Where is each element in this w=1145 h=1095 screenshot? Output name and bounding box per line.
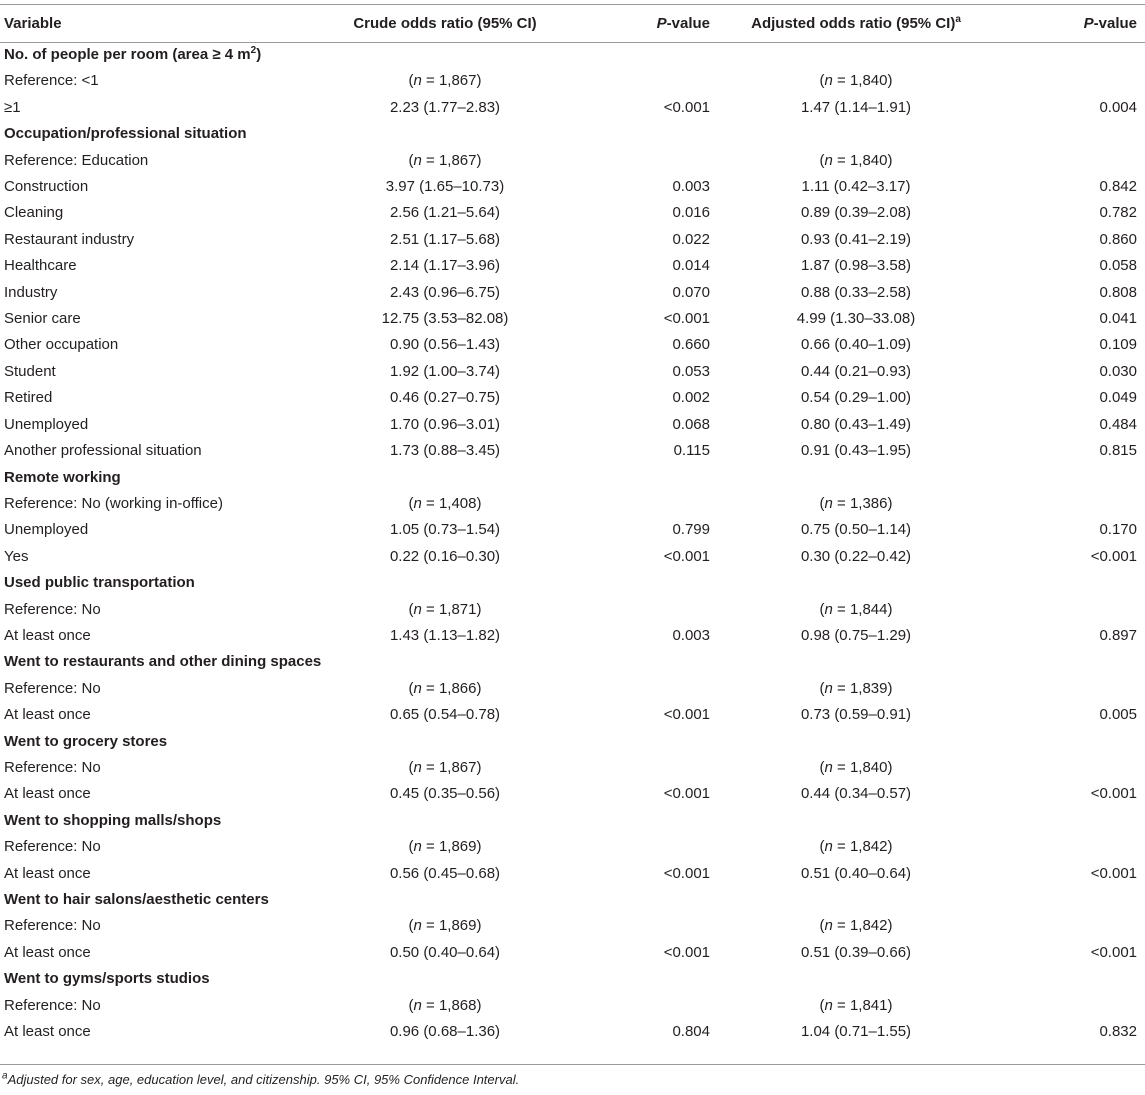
row-label: Reference: No xyxy=(4,758,101,776)
adjusted-p-value: 0.782 xyxy=(1099,204,1137,222)
row-label: Reference: Education xyxy=(4,151,149,169)
row-label: Unemployed xyxy=(4,415,89,433)
crude-odds-ratio: 12.75 (3.53–82.08) xyxy=(381,310,509,328)
table-row xyxy=(0,755,1145,781)
n-letter: n xyxy=(413,494,422,512)
crude-p-value: <0.001 xyxy=(663,98,710,116)
table-row xyxy=(0,861,1145,887)
table-row xyxy=(0,676,1145,702)
row-label: Retired xyxy=(4,389,53,407)
empty-cell xyxy=(320,729,570,755)
empty-cell xyxy=(320,42,570,68)
crude-p-value: <0.001 xyxy=(663,785,710,803)
adjusted-p-value xyxy=(996,834,1145,860)
adjusted-p-value xyxy=(996,68,1145,94)
crude-p-value xyxy=(570,755,716,781)
table-row xyxy=(0,306,1145,332)
empty-cell xyxy=(716,966,996,992)
crude-p-value: 0.799 xyxy=(672,521,710,539)
table-row xyxy=(0,702,1145,728)
row-label: Healthcare xyxy=(4,257,77,275)
section-row xyxy=(0,808,1145,834)
section-row xyxy=(0,649,1145,675)
row-label: Reference: No xyxy=(4,838,101,856)
table-row xyxy=(0,517,1145,543)
crude-p-value: 0.070 xyxy=(672,283,710,301)
odds-ratio-table xyxy=(0,5,1145,1045)
crude-p-value: <0.001 xyxy=(663,943,710,961)
bottom-rule xyxy=(0,1064,1145,1065)
footnote-mark: a xyxy=(2,1070,8,1082)
crude-p-value xyxy=(570,913,716,939)
table-row xyxy=(0,1019,1145,1045)
header-row xyxy=(0,5,1145,42)
crude-odds-ratio: 2.56 (1.21–5.64) xyxy=(389,204,501,222)
adjusted-p-value xyxy=(996,597,1145,623)
footnote-text: Adjusted for sex, age, education level, and citizenship. 95% CI, 95% Confidence Interval. xyxy=(7,1072,520,1087)
adjusted-odds-ratio: 4.99 (1.30–33.08) xyxy=(796,310,916,328)
adjusted-p-value xyxy=(996,755,1145,781)
table-row xyxy=(0,913,1145,939)
n-letter: n xyxy=(824,600,833,618)
adjusted-p-value: <0.001 xyxy=(1090,547,1137,565)
crude-odds-ratio: (n = 1,866) xyxy=(408,679,482,697)
adjusted-p-value: 0.030 xyxy=(1099,362,1137,380)
adjusted-odds-ratio: 0.98 (0.75–1.29) xyxy=(800,626,912,644)
row-label: Reference: No xyxy=(4,600,101,618)
table-row xyxy=(0,438,1145,464)
n-letter: n xyxy=(824,72,833,90)
crude-odds-ratio: 2.51 (1.17–5.68) xyxy=(389,230,501,248)
row-label: Student xyxy=(4,362,56,380)
section-title-text: Remote working xyxy=(4,468,121,486)
empty-cell xyxy=(320,570,570,596)
crude-odds-ratio: (n = 1,871) xyxy=(408,600,482,618)
adjusted-odds-ratio: 1.11 (0.42–3.17) xyxy=(801,178,911,196)
empty-cell xyxy=(570,649,716,675)
adjusted-odds-ratio: 0.73 (0.59–0.91) xyxy=(800,706,912,724)
empty-cell xyxy=(716,570,996,596)
table-row xyxy=(0,68,1145,94)
adjusted-odds-ratio: 0.91 (0.43–1.95) xyxy=(800,442,912,460)
table-row xyxy=(0,174,1145,200)
table-row xyxy=(0,597,1145,623)
n-letter: n xyxy=(824,494,833,512)
adjusted-odds-ratio: 0.54 (0.29–1.00) xyxy=(800,389,912,407)
section-title-text: No. of people per room (area ≥ 4 m xyxy=(4,46,251,63)
section-row xyxy=(0,729,1145,755)
section-title-text: Went to gyms/sports studios xyxy=(4,970,210,988)
empty-cell xyxy=(996,465,1145,491)
adjusted-odds-ratio: 1.87 (0.98–3.58) xyxy=(800,257,912,275)
table-row xyxy=(0,544,1145,570)
adjusted-p-value: <0.001 xyxy=(1090,943,1137,961)
empty-cell xyxy=(320,887,570,913)
row-label: Senior care xyxy=(4,310,81,328)
row-label: Reference: <1 xyxy=(4,72,99,90)
table-row xyxy=(0,623,1145,649)
crude-odds-ratio: 1.05 (0.73–1.54) xyxy=(389,521,501,539)
crude-odds-ratio: 0.65 (0.54–0.78) xyxy=(389,706,501,724)
adjusted-odds-ratio: (n = 1,844) xyxy=(819,600,893,618)
crude-odds-ratio: 0.50 (0.40–0.64) xyxy=(389,943,501,961)
crude-p-value xyxy=(570,148,716,174)
empty-cell xyxy=(320,649,570,675)
section-title xyxy=(0,649,320,675)
adjusted-odds-ratio: 0.66 (0.40–1.09) xyxy=(800,336,912,354)
empty-cell xyxy=(570,121,716,147)
empty-cell xyxy=(320,465,570,491)
empty-cell xyxy=(320,808,570,834)
n-letter: n xyxy=(824,838,833,856)
adjusted-odds-ratio: (n = 1,840) xyxy=(819,151,893,169)
row-label: Other occupation xyxy=(4,336,119,354)
section-title-text: Went to hair salons/aesthetic centers xyxy=(4,891,269,908)
n-letter: n xyxy=(824,917,833,935)
adjusted-label: Adjusted odds ratio (95% CI) xyxy=(751,15,956,32)
row-label: At least once xyxy=(4,706,91,724)
section-title-text: Went to grocery stores xyxy=(4,732,168,750)
crude-odds-ratio: 1.73 (0.88–3.45) xyxy=(389,442,501,460)
adjusted-odds-ratio: 0.88 (0.33–2.58) xyxy=(800,283,912,301)
crude-odds-ratio: (n = 1,408) xyxy=(408,494,482,512)
section-row xyxy=(0,570,1145,596)
row-label: Unemployed xyxy=(4,521,89,539)
crude-p-value: <0.001 xyxy=(663,547,710,565)
table-row xyxy=(0,993,1145,1019)
n-letter: n xyxy=(824,996,833,1014)
table-footnote xyxy=(2,1072,519,1087)
empty-cell xyxy=(716,729,996,755)
section-title xyxy=(0,570,320,596)
crude-p-value: 0.804 xyxy=(672,1023,710,1041)
adjusted-odds-ratio: (n = 1,842) xyxy=(819,917,893,935)
empty-cell xyxy=(996,121,1145,147)
adjusted-odds-ratio: 0.30 (0.22–0.42) xyxy=(800,547,912,565)
n-letter: n xyxy=(413,838,422,856)
crude-odds-ratio: 1.70 (0.96–3.01) xyxy=(389,415,501,433)
adjusted-p-value: <0.001 xyxy=(1090,785,1137,803)
empty-cell xyxy=(320,966,570,992)
table-row xyxy=(0,385,1145,411)
section-title xyxy=(0,121,320,147)
empty-cell xyxy=(570,42,716,68)
empty-cell xyxy=(716,649,996,675)
adjusted-p-value: <0.001 xyxy=(1090,864,1137,882)
table-row xyxy=(0,834,1145,860)
row-label: ≥1 xyxy=(4,98,21,116)
table-row xyxy=(0,200,1145,226)
crude-p-value xyxy=(570,676,716,702)
adjusted-odds-ratio: 0.93 (0.41–2.19) xyxy=(800,230,912,248)
p-letter: P xyxy=(656,15,667,32)
adjusted-p-value: 0.860 xyxy=(1099,230,1137,248)
adjusted-odds-ratio: (n = 1,840) xyxy=(819,72,893,90)
table-row xyxy=(0,359,1145,385)
crude-odds-ratio: 0.46 (0.27–0.75) xyxy=(389,389,501,407)
crude-p-value: 0.068 xyxy=(672,415,710,433)
table-row xyxy=(0,412,1145,438)
adjusted-odds-ratio: 0.80 (0.43–1.49) xyxy=(800,415,912,433)
crude-odds-ratio: 3.97 (1.65–10.73) xyxy=(385,178,505,196)
n-letter: n xyxy=(413,996,422,1014)
crude-odds-ratio: 0.56 (0.45–0.68) xyxy=(389,864,501,882)
adjusted-p-value xyxy=(996,913,1145,939)
crude-p-value: 0.053 xyxy=(672,362,710,380)
n-letter: n xyxy=(413,679,422,697)
adjusted-p-value: 0.058 xyxy=(1099,257,1137,275)
n-letter: n xyxy=(413,600,422,618)
empty-cell xyxy=(996,966,1145,992)
crude-p-value xyxy=(570,68,716,94)
empty-cell xyxy=(570,966,716,992)
empty-cell xyxy=(716,887,996,913)
adjusted-p-value xyxy=(996,993,1145,1019)
empty-cell xyxy=(996,42,1145,68)
crude-p-value: 0.003 xyxy=(672,178,710,196)
table-row xyxy=(0,280,1145,306)
row-label: Yes xyxy=(4,547,29,565)
adjusted-odds-ratio: 0.51 (0.40–0.64) xyxy=(800,864,912,882)
row-label: At least once xyxy=(4,864,91,882)
header-crude: Crude odds ratio (95% CI) xyxy=(353,15,537,32)
adjusted-p-value: 0.832 xyxy=(1099,1023,1137,1041)
empty-cell xyxy=(996,649,1145,675)
crude-odds-ratio: 1.92 (1.00–3.74) xyxy=(389,362,501,380)
adjusted-p-value: 0.109 xyxy=(1099,336,1137,354)
p-suffix: -value xyxy=(1093,15,1137,32)
table-row xyxy=(0,332,1145,358)
table-row xyxy=(0,253,1145,279)
row-label: Reference: No xyxy=(4,679,101,697)
adjusted-p-value: 0.815 xyxy=(1099,442,1137,460)
section-title-sup: 2 xyxy=(250,45,257,56)
adjusted-odds-ratio: 0.75 (0.50–1.14) xyxy=(800,521,912,539)
crude-p-value xyxy=(570,993,716,1019)
crude-p-value xyxy=(570,834,716,860)
adjusted-odds-ratio: (n = 1,839) xyxy=(819,679,893,697)
empty-cell xyxy=(996,570,1145,596)
section-title xyxy=(0,966,320,992)
adjusted-odds-ratio: 1.04 (0.71–1.55) xyxy=(800,1023,912,1041)
row-label: Reference: No (working in-office) xyxy=(4,494,223,512)
adjusted-p-value: 0.842 xyxy=(1099,178,1137,196)
empty-cell xyxy=(570,887,716,913)
section-row xyxy=(0,465,1145,491)
crude-p-value xyxy=(570,597,716,623)
n-letter: n xyxy=(413,151,422,169)
empty-cell xyxy=(996,729,1145,755)
adjusted-odds-ratio: 0.51 (0.39–0.66) xyxy=(800,943,912,961)
n-letter: n xyxy=(413,917,422,935)
empty-cell xyxy=(996,808,1145,834)
crude-p-value: 0.003 xyxy=(672,626,710,644)
adjusted-p-value xyxy=(996,491,1145,517)
section-title xyxy=(0,808,320,834)
crude-p-value: 0.115 xyxy=(673,442,710,460)
crude-p-value: 0.014 xyxy=(672,257,710,275)
crude-odds-ratio: 0.45 (0.35–0.56) xyxy=(389,785,501,803)
section-title-text: Occupation/professional situation xyxy=(4,125,247,143)
adjusted-odds-ratio: 0.44 (0.21–0.93) xyxy=(800,362,912,380)
section-row xyxy=(0,887,1145,913)
empty-cell xyxy=(716,808,996,834)
adjusted-p-value xyxy=(996,148,1145,174)
adjusted-p-value: 0.004 xyxy=(1099,98,1137,116)
crude-odds-ratio: (n = 1,869) xyxy=(408,917,482,935)
n-letter: n xyxy=(824,758,833,776)
n-letter: n xyxy=(413,72,422,90)
row-label: Industry xyxy=(4,283,58,301)
crude-p-value: <0.001 xyxy=(663,706,710,724)
row-label: At least once xyxy=(4,943,91,961)
section-title-text: Used public transportation xyxy=(4,574,195,592)
empty-cell xyxy=(570,729,716,755)
table-row xyxy=(0,940,1145,966)
section-row xyxy=(0,42,1145,68)
crude-odds-ratio: (n = 1,867) xyxy=(408,151,482,169)
adjusted-footnote-mark: a xyxy=(955,14,961,25)
header-p-value-2 xyxy=(996,5,1145,42)
empty-cell xyxy=(716,42,996,68)
section-row xyxy=(0,966,1145,992)
crude-odds-ratio: (n = 1,869) xyxy=(408,838,482,856)
crude-odds-ratio: 2.23 (1.77–2.83) xyxy=(389,98,501,116)
section-title-end: ) xyxy=(256,46,262,63)
row-label: Another professional situation xyxy=(4,442,202,460)
crude-p-value: 0.016 xyxy=(672,204,710,222)
adjusted-odds-ratio: (n = 1,840) xyxy=(819,758,893,776)
adjusted-p-value: 0.897 xyxy=(1099,626,1137,644)
adjusted-odds-ratio: (n = 1,841) xyxy=(819,996,893,1014)
table-body xyxy=(0,42,1145,1045)
section-title-text: Went to shopping malls/shops xyxy=(4,811,222,829)
header-variable: Variable xyxy=(4,15,62,32)
row-label: Reference: No xyxy=(4,996,101,1014)
empty-cell xyxy=(570,808,716,834)
adjusted-odds-ratio: 0.89 (0.39–2.08) xyxy=(800,204,912,222)
crude-odds-ratio: 2.14 (1.17–3.96) xyxy=(389,257,501,275)
section-title xyxy=(0,465,320,491)
header-p-value-1 xyxy=(570,5,716,42)
section-title xyxy=(0,887,320,913)
crude-odds-ratio: 0.22 (0.16–0.30) xyxy=(389,547,501,565)
empty-cell xyxy=(716,121,996,147)
table-row xyxy=(0,491,1145,517)
adjusted-p-value: 0.484 xyxy=(1099,415,1137,433)
crude-odds-ratio: (n = 1,868) xyxy=(408,996,482,1014)
table-row xyxy=(0,95,1145,121)
row-label: Cleaning xyxy=(4,204,64,222)
p-suffix: -value xyxy=(666,15,710,32)
table-row xyxy=(0,148,1145,174)
adjusted-p-value: 0.005 xyxy=(1099,706,1137,724)
crude-p-value: <0.001 xyxy=(663,310,710,328)
adjusted-p-value: 0.049 xyxy=(1099,389,1137,407)
n-letter: n xyxy=(824,679,833,697)
adjusted-odds-ratio: (n = 1,842) xyxy=(819,838,893,856)
row-label: At least once xyxy=(4,785,91,803)
crude-odds-ratio: (n = 1,867) xyxy=(408,758,482,776)
crude-p-value: 0.660 xyxy=(672,336,710,354)
crude-odds-ratio: 1.43 (1.13–1.82) xyxy=(389,626,501,644)
row-label: At least once xyxy=(4,1023,91,1041)
adjusted-p-value xyxy=(996,676,1145,702)
empty-cell xyxy=(716,465,996,491)
crude-odds-ratio: (n = 1,867) xyxy=(408,72,482,90)
empty-cell xyxy=(996,887,1145,913)
section-title-text: Went to restaurants and other dining spaces xyxy=(4,653,322,671)
row-label: At least once xyxy=(4,626,91,644)
adjusted-p-value: 0.170 xyxy=(1099,521,1137,539)
adjusted-odds-ratio: (n = 1,386) xyxy=(819,494,893,512)
n-letter: n xyxy=(824,151,833,169)
p-letter: P xyxy=(1083,15,1094,32)
crude-odds-ratio: 2.43 (0.96–6.75) xyxy=(389,283,501,301)
crude-p-value: 0.002 xyxy=(672,389,710,407)
row-label: Construction xyxy=(4,178,89,196)
crude-p-value: 0.022 xyxy=(672,230,710,248)
section-title xyxy=(0,42,320,68)
adjusted-odds-ratio: 0.44 (0.34–0.57) xyxy=(800,785,912,803)
adjusted-p-value: 0.808 xyxy=(1099,283,1137,301)
crude-p-value: <0.001 xyxy=(663,864,710,882)
section-row xyxy=(0,121,1145,147)
table-row xyxy=(0,227,1145,253)
row-label: Reference: No xyxy=(4,917,101,935)
section-title xyxy=(0,729,320,755)
empty-cell xyxy=(570,465,716,491)
header-adjusted xyxy=(716,5,996,42)
crude-odds-ratio: 0.90 (0.56–1.43) xyxy=(389,336,501,354)
crude-p-value xyxy=(570,491,716,517)
empty-cell xyxy=(320,121,570,147)
adjusted-odds-ratio: 1.47 (1.14–1.91) xyxy=(800,98,912,116)
adjusted-p-value: 0.041 xyxy=(1099,310,1137,328)
n-letter: n xyxy=(413,758,422,776)
row-label: Restaurant industry xyxy=(4,230,135,248)
table-row xyxy=(0,781,1145,807)
crude-odds-ratio: 0.96 (0.68–1.36) xyxy=(389,1023,501,1041)
empty-cell xyxy=(570,570,716,596)
